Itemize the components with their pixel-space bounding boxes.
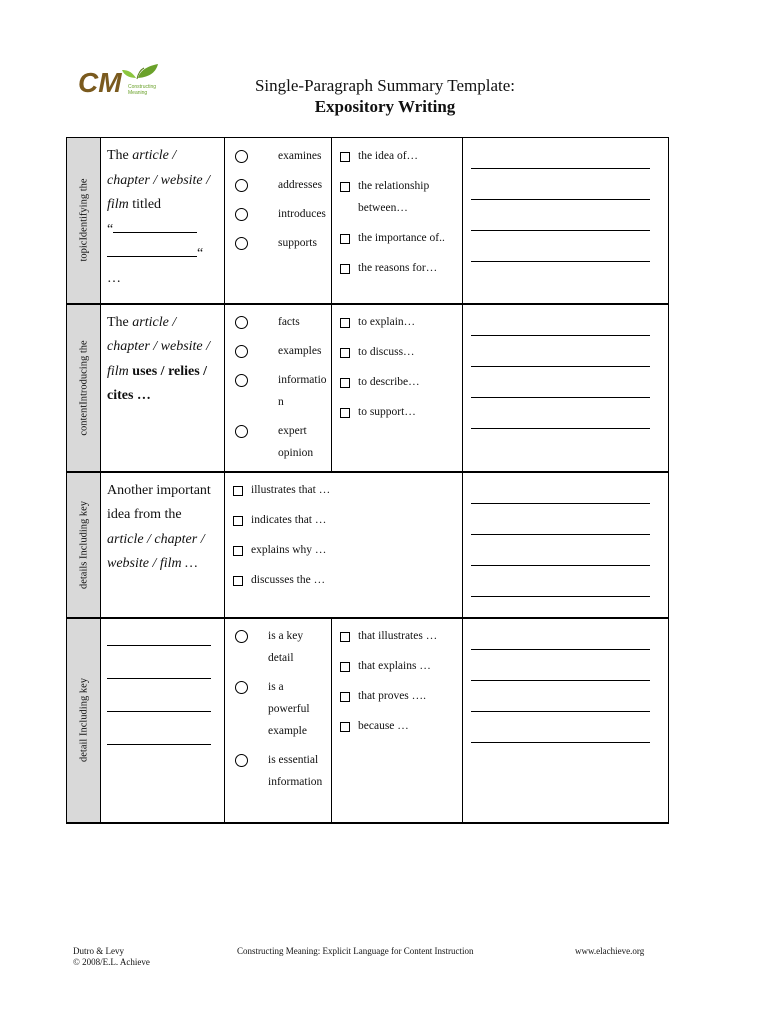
writing-line[interactable] <box>471 367 650 398</box>
circle-icon <box>235 150 248 163</box>
row-label-cell <box>67 472 101 618</box>
option-circle[interactable]: facts <box>235 311 331 333</box>
blank-line[interactable] <box>107 687 211 712</box>
writing-line[interactable] <box>471 681 650 712</box>
option-checkbox[interactable]: illustrates that … <box>233 479 462 501</box>
sentence-starter: Another important idea from the article / chapter / website / film … <box>101 472 225 618</box>
writing-lines <box>463 138 669 304</box>
footer-authors: Dutro & Levy © 2008/E.L. Achieve <box>73 946 150 967</box>
row-label-cell <box>67 138 101 304</box>
blank-line[interactable] <box>107 654 211 679</box>
checkbox-icon <box>340 692 350 702</box>
circle-icon <box>235 179 248 192</box>
sentence-starter: The article / chapter / website / film titled “ “ … <box>101 138 225 304</box>
row-topic <box>67 138 669 304</box>
option-circle[interactable]: information <box>235 369 331 413</box>
checkbox-icon <box>340 152 350 162</box>
circle-icon <box>235 345 248 358</box>
checkbox-icon <box>340 318 350 328</box>
option-checkbox[interactable]: discusses the … <box>233 569 462 591</box>
option-checkbox[interactable]: to describe… <box>340 371 462 393</box>
checkbox-icon <box>340 182 350 192</box>
option-checkbox[interactable]: explains why … <box>233 539 462 561</box>
circle-icon <box>235 681 248 694</box>
option-checkbox[interactable]: because … <box>340 715 462 737</box>
detail-type-options <box>225 618 332 823</box>
detail-options <box>225 472 463 618</box>
writing-lines <box>463 472 669 618</box>
writing-line[interactable] <box>471 504 650 535</box>
row-label: contentIntroducing the <box>78 339 89 436</box>
writing-line[interactable] <box>471 231 650 262</box>
circle-icon <box>235 237 248 250</box>
row-details <box>67 472 669 618</box>
checkbox-icon <box>340 348 350 358</box>
footer-center: Constructing Meaning: Explicit Language for Content Instruction <box>237 946 474 956</box>
option-circle[interactable]: examples <box>235 340 331 362</box>
sentence-starter: The article / chapter / website / film uses / relies / cites … <box>101 304 225 472</box>
option-circle[interactable]: addresses <box>235 174 331 196</box>
circle-icon <box>235 208 248 221</box>
option-circle[interactable]: is a key detail <box>235 625 331 669</box>
checkbox-icon <box>340 722 350 732</box>
blank-line[interactable] <box>107 244 197 257</box>
option-checkbox[interactable]: that explains … <box>340 655 462 677</box>
writing-line[interactable] <box>471 619 650 650</box>
blank-line[interactable] <box>113 220 197 233</box>
row-label: details Including key <box>78 500 89 589</box>
option-circle[interactable]: is a powerful example <box>235 676 331 742</box>
option-checkbox[interactable]: indicates that … <box>233 509 462 531</box>
checkbox-icon <box>340 264 350 274</box>
blank-lines <box>101 618 225 823</box>
option-checkbox[interactable]: the reasons for… <box>340 257 462 279</box>
checkbox-icon <box>340 234 350 244</box>
document-title: Single-Paragraph Summary Template: <box>254 76 516 95</box>
checkbox-icon <box>340 408 350 418</box>
blank-line[interactable] <box>107 621 211 646</box>
circle-icon <box>235 316 248 329</box>
evidence-options <box>225 304 332 472</box>
row-label: detail Including key <box>78 678 89 762</box>
option-circle[interactable]: examines <box>235 145 331 167</box>
writing-lines <box>463 618 669 823</box>
svg-text:Constructing: Constructing <box>128 84 157 90</box>
option-checkbox[interactable]: the importance of.. <box>340 227 462 249</box>
checkbox-icon <box>340 632 350 642</box>
option-checkbox[interactable]: to discuss… <box>340 341 462 363</box>
option-circle[interactable]: introduces <box>235 203 331 225</box>
constructing-meaning-logo <box>78 62 168 98</box>
checkbox-icon <box>233 516 243 526</box>
row-content <box>67 304 669 472</box>
circle-icon <box>235 425 248 438</box>
checkbox-icon <box>233 576 243 586</box>
checkbox-icon <box>340 378 350 388</box>
summary-template-table <box>66 137 669 824</box>
writing-line[interactable] <box>471 566 650 597</box>
row-detail <box>67 618 669 823</box>
writing-line[interactable] <box>471 200 650 231</box>
writing-line[interactable] <box>471 473 650 504</box>
option-checkbox[interactable]: to explain… <box>340 311 462 333</box>
option-checkbox[interactable]: that proves …. <box>340 685 462 707</box>
checkbox-icon <box>233 546 243 556</box>
option-circle[interactable]: expert opinion <box>235 420 331 464</box>
circle-icon <box>235 374 248 387</box>
checkbox-icon <box>233 486 243 496</box>
blank-line[interactable] <box>107 720 211 745</box>
writing-line[interactable] <box>471 305 650 336</box>
row-label-cell <box>67 304 101 472</box>
verb-options <box>225 138 332 304</box>
writing-line[interactable] <box>471 138 650 169</box>
svg-text:Meaning: Meaning <box>128 90 148 96</box>
connector-options <box>332 618 463 823</box>
option-circle[interactable]: supports <box>235 232 331 254</box>
circle-icon <box>235 630 248 643</box>
option-checkbox[interactable]: the idea of… <box>340 145 462 167</box>
row-label-cell <box>67 618 101 823</box>
footer-url[interactable]: www.elachieve.org <box>575 946 645 956</box>
svg-text:CM: CM <box>78 67 122 98</box>
option-checkbox[interactable]: the relationship between… <box>340 175 462 219</box>
writing-lines <box>463 304 669 472</box>
document-subtitle: Expository Writing <box>314 97 456 116</box>
writing-line[interactable] <box>471 336 650 367</box>
option-circle[interactable]: is essential information <box>235 749 331 793</box>
writing-line[interactable] <box>471 398 650 429</box>
option-checkbox[interactable]: to support… <box>340 401 462 423</box>
option-checkbox[interactable]: that illustrates … <box>340 625 462 647</box>
purpose-options <box>332 304 463 472</box>
row-label: topicIdentifying the <box>78 178 89 262</box>
phrase-options <box>332 138 463 304</box>
writing-line[interactable] <box>471 169 650 200</box>
circle-icon <box>235 754 248 767</box>
writing-line[interactable] <box>471 535 650 566</box>
writing-line[interactable] <box>471 650 650 681</box>
checkbox-icon <box>340 662 350 672</box>
writing-line[interactable] <box>471 712 650 743</box>
